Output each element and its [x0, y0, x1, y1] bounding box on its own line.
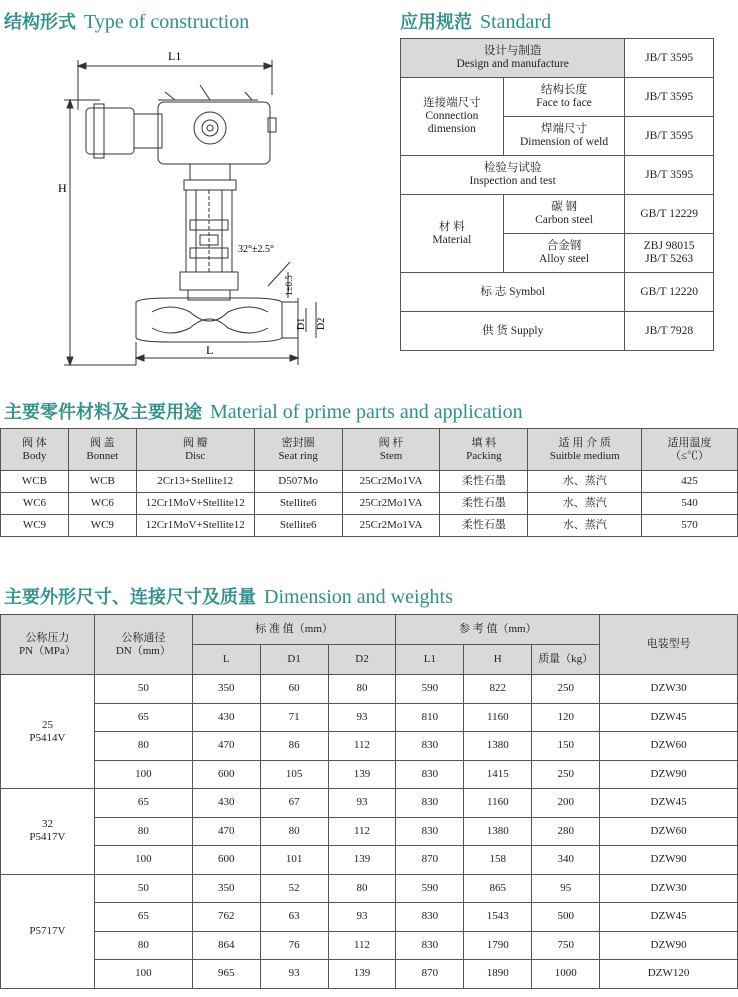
- table-cell: 762: [192, 903, 260, 932]
- table-cell: 水、蒸汽: [528, 471, 642, 493]
- table-cell: DZW90: [600, 760, 738, 789]
- standard-group: 材 料 Material: [401, 195, 504, 273]
- table-cell: 810: [396, 703, 464, 732]
- dimension-title-cn: 主要外形尺寸、连接尺寸及质量: [4, 587, 256, 608]
- subheader-cell: H: [464, 645, 532, 675]
- table-cell: 965: [192, 960, 260, 989]
- pn-header: 公称压力 PN（MPa）: [1, 615, 95, 675]
- construction-title-en: Type of construction: [84, 11, 250, 33]
- l1-label: L1: [168, 49, 182, 63]
- material-table: [0, 428, 738, 537]
- material-header: 适用温度 （≤℃）: [642, 429, 738, 471]
- table-cell: 870: [396, 846, 464, 875]
- pn-cell: 32 P5417V: [1, 789, 95, 875]
- table-cell: 112: [328, 931, 396, 960]
- standard-value: JB/T 3595: [625, 78, 714, 117]
- standard-value: ZBJ 98015 JB/T 5263: [625, 234, 714, 273]
- table-cell: 830: [396, 760, 464, 789]
- table-cell: 80: [94, 732, 192, 761]
- standard-item: 供 货 Supply: [401, 312, 625, 351]
- table-cell: 100: [94, 760, 192, 789]
- table-cell: 500: [532, 903, 600, 932]
- table-cell: 86: [260, 732, 328, 761]
- table-cell: 95: [532, 874, 600, 903]
- table-cell: 112: [328, 817, 396, 846]
- table-cell: 柔性石墨: [440, 471, 528, 493]
- table-cell: 139: [328, 960, 396, 989]
- subheader-cell: D1: [260, 645, 328, 675]
- table-cell: 864: [192, 931, 260, 960]
- table-cell: 93: [328, 903, 396, 932]
- table-cell: 120: [532, 703, 600, 732]
- motor-model-header: 电装型号: [600, 615, 738, 675]
- table-row: [1, 703, 738, 732]
- standard-title-en: Standard: [480, 11, 552, 33]
- table-cell: 590: [396, 675, 464, 704]
- table-cell: 750: [532, 931, 600, 960]
- standard-item: 焊端尺寸 Dimension of weld: [503, 117, 625, 156]
- table-cell: 250: [532, 675, 600, 704]
- table-row: [1, 960, 738, 989]
- table-cell: 830: [396, 732, 464, 761]
- table-cell: WCB: [68, 471, 136, 493]
- table-cell: 600: [192, 846, 260, 875]
- table-cell: 340: [532, 846, 600, 875]
- table-cell: 112: [328, 732, 396, 761]
- table-row: [1, 903, 738, 932]
- table-cell: 93: [328, 789, 396, 818]
- table-cell: 105: [260, 760, 328, 789]
- table-cell: 430: [192, 703, 260, 732]
- table-cell: 600: [192, 760, 260, 789]
- table-cell: 350: [192, 874, 260, 903]
- subheader-cell: L1: [396, 645, 464, 675]
- table-cell: 1160: [464, 703, 532, 732]
- table-cell: 80: [94, 817, 192, 846]
- section-title-dimension: [4, 583, 453, 609]
- table-cell: 570: [642, 515, 738, 537]
- table-cell: 60: [260, 675, 328, 704]
- tolerance-label: 1±0.5: [284, 275, 294, 296]
- material-title-cn: 主要零件材料及主要用途: [4, 402, 202, 423]
- table-cell: 12Cr1MoV+Stellite12: [136, 515, 254, 537]
- standard-title-cn: 应用规范: [400, 12, 472, 33]
- table-cell: 65: [94, 789, 192, 818]
- standard-row: [401, 273, 714, 312]
- table-cell: 830: [396, 817, 464, 846]
- table-row: [1, 789, 738, 818]
- standard-row: [401, 39, 714, 78]
- table-cell: 1160: [464, 789, 532, 818]
- table-cell: 280: [532, 817, 600, 846]
- standard-row: [401, 156, 714, 195]
- pn-cell: P5717V: [1, 874, 95, 988]
- standard-item: 结构长度 Face to face: [503, 78, 625, 117]
- table-cell: DZW90: [600, 931, 738, 960]
- table-cell: 822: [464, 675, 532, 704]
- table-cell: 67: [260, 789, 328, 818]
- material-header: 填 料 Packing: [440, 429, 528, 471]
- table-cell: DZW45: [600, 789, 738, 818]
- d2-label: D2: [316, 317, 327, 330]
- table-row: [1, 817, 738, 846]
- table-cell: WC9: [68, 515, 136, 537]
- table-row: [1, 874, 738, 903]
- table-cell: 1380: [464, 732, 532, 761]
- valve-drawing: [40, 40, 360, 380]
- angle-label: 32°±2.5°: [238, 244, 274, 255]
- table-cell: DZW45: [600, 703, 738, 732]
- table-cell: 865: [464, 874, 532, 903]
- standard-value: JB/T 7928: [625, 312, 714, 351]
- table-cell: 150: [532, 732, 600, 761]
- table-cell: WC9: [1, 515, 69, 537]
- standard-value-header: 标 准 值（mm）: [192, 615, 396, 645]
- table-cell: 590: [396, 874, 464, 903]
- reference-value-header: 参 考 值（mm）: [396, 615, 600, 645]
- table-cell: DZW60: [600, 732, 738, 761]
- dn-header: 公称通径 DN（mm）: [94, 615, 192, 675]
- table-cell: 1890: [464, 960, 532, 989]
- table-cell: 1543: [464, 903, 532, 932]
- material-header: 阀 体 Body: [1, 429, 69, 471]
- table-cell: 100: [94, 960, 192, 989]
- table-cell: 80: [328, 675, 396, 704]
- table-cell: WC6: [1, 493, 69, 515]
- d1-label: D1: [296, 317, 307, 330]
- l-label: L: [206, 343, 214, 357]
- table-cell: 50: [94, 874, 192, 903]
- table-cell: 1790: [464, 931, 532, 960]
- standard-value: GB/T 12220: [625, 273, 714, 312]
- table-cell: DZW90: [600, 846, 738, 875]
- standard-item: 合金钢 Alloy steel: [503, 234, 625, 273]
- table-cell: 80: [94, 931, 192, 960]
- material-header-row: [1, 429, 738, 471]
- standard-row: [401, 195, 714, 234]
- table-cell: 158: [464, 846, 532, 875]
- material-header: 阀 盖 Bonnet: [68, 429, 136, 471]
- table-cell: DZW120: [600, 960, 738, 989]
- table-cell: 65: [94, 903, 192, 932]
- table-row: [1, 732, 738, 761]
- table-cell: 93: [260, 960, 328, 989]
- table-cell: 350: [192, 675, 260, 704]
- table-cell: WC6: [68, 493, 136, 515]
- table-cell: 柔性石墨: [440, 493, 528, 515]
- table-cell: 25Cr2Mo1VA: [342, 493, 440, 515]
- table-row: [1, 493, 738, 515]
- table-cell: 870: [396, 960, 464, 989]
- table-cell: 71: [260, 703, 328, 732]
- table-cell: 2Cr13+Stellite12: [136, 471, 254, 493]
- table-cell: 柔性石墨: [440, 515, 528, 537]
- table-cell: 50: [94, 675, 192, 704]
- section-title-construction: [4, 8, 249, 34]
- table-cell: DZW30: [600, 874, 738, 903]
- standard-table: [400, 38, 714, 351]
- subheader-cell: D2: [328, 645, 396, 675]
- dimension-header-row: [1, 615, 738, 645]
- table-row: [1, 515, 738, 537]
- dimension-table: [0, 614, 738, 989]
- table-cell: WCB: [1, 471, 69, 493]
- material-header: 阀 瓣 Disc: [136, 429, 254, 471]
- table-row: [1, 675, 738, 704]
- table-row: [1, 471, 738, 493]
- table-row: [1, 931, 738, 960]
- table-cell: 101: [260, 846, 328, 875]
- table-cell: 470: [192, 732, 260, 761]
- standard-item: 设计与制造 Design and manufacture: [401, 39, 625, 78]
- table-cell: 65: [94, 703, 192, 732]
- table-cell: 1415: [464, 760, 532, 789]
- table-cell: 540: [642, 493, 738, 515]
- table-cell: 12Cr1MoV+Stellite12: [136, 493, 254, 515]
- material-header: 阀 杆 Stem: [342, 429, 440, 471]
- material-header: 密封圈 Seat ring: [254, 429, 342, 471]
- table-cell: DZW45: [600, 903, 738, 932]
- table-cell: 830: [396, 903, 464, 932]
- subheader-cell: 质量（kg）: [532, 645, 600, 675]
- table-cell: DZW30: [600, 675, 738, 704]
- table-cell: 830: [396, 931, 464, 960]
- subheader-cell: L: [192, 645, 260, 675]
- table-cell: 水、蒸汽: [528, 493, 642, 515]
- table-cell: 1000: [532, 960, 600, 989]
- table-cell: Stellite6: [254, 493, 342, 515]
- table-cell: 25Cr2Mo1VA: [342, 471, 440, 493]
- standard-item: 标 志 Symbol: [401, 273, 625, 312]
- table-row: [1, 760, 738, 789]
- table-cell: 200: [532, 789, 600, 818]
- table-cell: 139: [328, 846, 396, 875]
- standard-group: 连接端尺寸 Connection dimension: [401, 78, 504, 156]
- table-cell: 425: [642, 471, 738, 493]
- table-cell: 830: [396, 789, 464, 818]
- pn-cell: 25 P5414V: [1, 675, 95, 789]
- dimension-title-en: Dimension and weights: [264, 586, 453, 608]
- standard-value: GB/T 12229: [625, 195, 714, 234]
- table-cell: 430: [192, 789, 260, 818]
- table-cell: 100: [94, 846, 192, 875]
- table-cell: 52: [260, 874, 328, 903]
- standard-row: [401, 312, 714, 351]
- table-cell: 63: [260, 903, 328, 932]
- h-label: H: [58, 181, 67, 195]
- standard-row: [401, 78, 714, 117]
- table-cell: 93: [328, 703, 396, 732]
- table-cell: 水、蒸汽: [528, 515, 642, 537]
- construction-title-cn: 结构形式: [4, 12, 76, 33]
- standard-value: JB/T 3595: [625, 156, 714, 195]
- table-row: [1, 846, 738, 875]
- table-cell: DZW60: [600, 817, 738, 846]
- table-cell: D507Mo: [254, 471, 342, 493]
- table-cell: 80: [260, 817, 328, 846]
- table-cell: 80: [328, 874, 396, 903]
- standard-item: 检验与试验 Inspection and test: [401, 156, 625, 195]
- table-cell: 1380: [464, 817, 532, 846]
- section-title-standard: [400, 8, 551, 34]
- material-title-en: Material of prime parts and application: [210, 401, 523, 423]
- material-header: 适 用 介 质 Suitble medium: [528, 429, 642, 471]
- standard-value: JB/T 3595: [625, 39, 714, 78]
- table-cell: 139: [328, 760, 396, 789]
- standard-value: JB/T 3595: [625, 117, 714, 156]
- table-cell: 25Cr2Mo1VA: [342, 515, 440, 537]
- table-cell: 250: [532, 760, 600, 789]
- section-title-material: [4, 398, 523, 424]
- table-cell: 76: [260, 931, 328, 960]
- table-cell: 470: [192, 817, 260, 846]
- standard-item: 碳 钢 Carbon steel: [503, 195, 625, 234]
- table-cell: Stellite6: [254, 515, 342, 537]
